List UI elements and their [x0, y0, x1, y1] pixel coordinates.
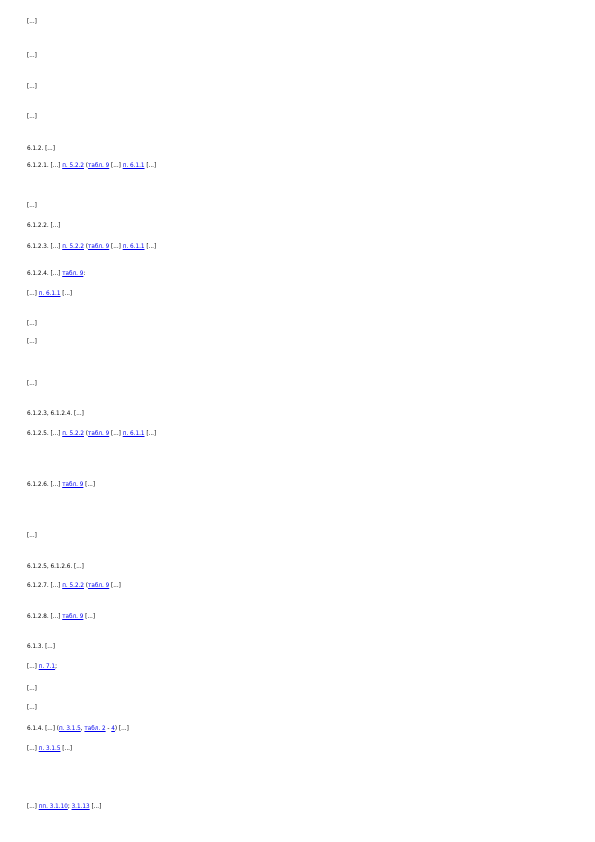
text-run: (: [84, 244, 89, 250]
text-run: [...]: [109, 244, 123, 250]
text-run: [...]: [83, 482, 96, 488]
cross-reference-link[interactable]: 3.1.13: [71, 804, 90, 810]
paragraph: [27, 270, 567, 278]
cross-reference-link[interactable]: табл. 9: [88, 583, 110, 589]
cross-reference-link[interactable]: п. 6.1.1: [122, 163, 145, 169]
text-run: 6.1.2. [...]: [27, 146, 55, 152]
cross-reference-link[interactable]: п. 5.2.2: [62, 163, 84, 169]
paragraph: [27, 52, 567, 60]
text-run: 6.1.2.8. [...]: [27, 614, 63, 620]
paragraph: [27, 162, 567, 170]
cross-reference-link[interactable]: табл. 9: [88, 244, 110, 250]
paragraph: [27, 481, 567, 489]
text-run: 6.1.2.2. [...]: [27, 223, 61, 229]
paragraph: [27, 663, 567, 671]
paragraph: [27, 563, 567, 571]
text-run: [...]: [144, 163, 157, 169]
paragraph: [27, 243, 567, 251]
text-run: [...]: [27, 804, 39, 810]
paragraph: [27, 18, 567, 26]
paragraph: [27, 430, 567, 438]
text-run: [...]: [144, 431, 157, 437]
text-run: (: [84, 431, 89, 437]
text-run: :: [83, 271, 86, 277]
paragraph: [27, 338, 567, 346]
text-run: [...]: [109, 163, 123, 169]
text-run: (: [84, 583, 89, 589]
text-run: [...]: [27, 114, 37, 120]
cross-reference-link[interactable]: п. 6.1.1: [122, 244, 145, 250]
text-run: ;: [55, 664, 57, 670]
paragraph: [27, 745, 567, 753]
text-run: [...]: [144, 244, 157, 250]
text-run: [...]: [27, 705, 37, 711]
cross-reference-link[interactable]: табл. 9: [88, 163, 110, 169]
text-run: [...]: [27, 203, 37, 209]
cross-reference-link[interactable]: табл. 9: [62, 614, 84, 620]
text-run: [...]: [27, 291, 39, 297]
text-run: [...]: [89, 804, 102, 810]
text-run: [...]: [60, 291, 73, 297]
cross-reference-link[interactable]: п. 6.1.1: [122, 431, 145, 437]
text-run: ;: [67, 804, 72, 810]
cross-reference-link[interactable]: п. 6.1.1: [38, 291, 61, 297]
text-run: [...]: [27, 339, 37, 345]
cross-reference-link[interactable]: п. 5.2.2: [62, 244, 84, 250]
text-run: 6.1.2.4. [...]: [27, 271, 63, 277]
paragraph: [27, 222, 567, 230]
paragraph: [27, 704, 567, 712]
cross-reference-link[interactable]: п. 3.1.5: [38, 746, 61, 752]
paragraph: [27, 643, 567, 651]
paragraph: [27, 380, 567, 388]
paragraph: [27, 202, 567, 210]
text-run: [...]: [27, 686, 37, 692]
text-run: [...]: [60, 746, 73, 752]
cross-reference-link[interactable]: табл. 9: [62, 271, 84, 277]
text-run: 6.1.2.6. [...]: [27, 482, 63, 488]
text-run: [...]: [27, 664, 39, 670]
text-run: 6.1.3. [...]: [27, 644, 55, 650]
paragraph: [27, 83, 567, 91]
cross-reference-link[interactable]: табл. 9: [88, 431, 110, 437]
cross-reference-link[interactable]: пп. 3.1.10: [38, 804, 68, 810]
text-run: -: [105, 726, 112, 732]
paragraph: [27, 613, 567, 621]
text-run: 6.1.2.3, 6.1.2.4. [...]: [27, 411, 84, 417]
text-run: [...]: [27, 746, 39, 752]
cross-reference-link[interactable]: п. 5.2.2: [62, 583, 84, 589]
text-run: [...]: [27, 533, 37, 539]
cross-reference-link[interactable]: п. 3.1.5: [58, 726, 81, 732]
text-run: 6.1.2.1. [...]: [27, 163, 63, 169]
paragraph: [27, 685, 567, 693]
text-run: ,: [80, 726, 85, 732]
paragraph: [27, 290, 567, 298]
text-run: [...]: [27, 321, 37, 327]
text-run: 6.1.4. [...] (: [27, 726, 59, 732]
cross-reference-link[interactable]: табл. 9: [62, 482, 84, 488]
paragraph: [27, 113, 567, 121]
paragraph: [27, 410, 567, 418]
text-run: 6.1.2.3. [...]: [27, 244, 63, 250]
text-run: [...]: [109, 583, 121, 589]
paragraph: [27, 803, 567, 811]
text-run: [...]: [109, 431, 123, 437]
paragraph: [27, 145, 567, 153]
text-run: (: [84, 163, 89, 169]
cross-reference-link[interactable]: п. 5.2.2: [62, 431, 84, 437]
text-run: [...]: [83, 614, 96, 620]
text-run: [...]: [27, 53, 37, 59]
paragraph: [27, 582, 567, 590]
text-run: ) [...]: [114, 726, 129, 732]
cross-reference-link[interactable]: п. 7.1: [38, 664, 56, 670]
text-run: [...]: [27, 19, 37, 25]
text-run: 6.1.2.5. [...]: [27, 431, 63, 437]
text-run: 6.1.2.5, 6.1.2.6. [...]: [27, 564, 84, 570]
cross-reference-link[interactable]: табл. 2: [84, 726, 106, 732]
cross-reference-link[interactable]: 4: [111, 726, 115, 732]
paragraph: [27, 725, 567, 733]
text-run: [...]: [27, 84, 37, 90]
text-run: 6.1.2.7. [...]: [27, 583, 63, 589]
paragraph: [27, 320, 567, 328]
text-run: [...]: [27, 381, 37, 387]
paragraph: [27, 532, 567, 540]
